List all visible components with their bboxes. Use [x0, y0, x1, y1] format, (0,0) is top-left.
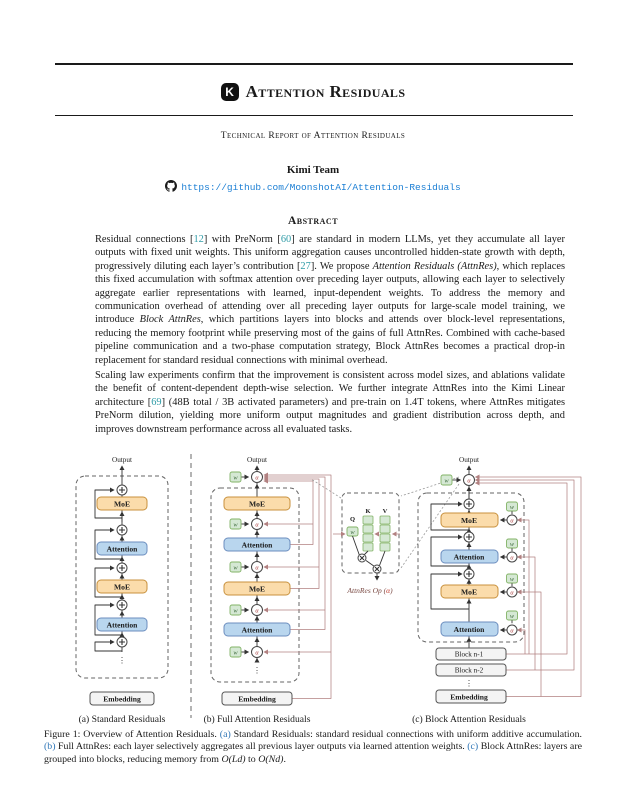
output-label: Output [112, 456, 132, 464]
abstract-heading: Abstract [287, 215, 339, 227]
attnres-op-detail [311, 477, 459, 595]
svg-text:α: α [510, 517, 514, 525]
svg-text:α: α [255, 564, 259, 572]
citation[interactable]: 27 [300, 260, 311, 272]
zoom-connector [311, 479, 341, 498]
svg-text:α: α [467, 477, 471, 485]
query-label: Q [349, 516, 356, 523]
attention-label: Attention [241, 625, 273, 635]
kimi-logo-icon: K [221, 83, 239, 101]
repo-link[interactable]: https://github.com/MoonshotAI/Attention-Residuals [181, 182, 461, 193]
abstract-body [95, 233, 565, 438]
attention-label: Attention [106, 544, 138, 554]
block-n2-label: Block n-2 [454, 666, 484, 675]
abstract-paragraph-1: Residual connections [12] with PreNorm [60] are standard in modern LLMs, yet they accumulate all layer outputs with fixed unit weights. This uniform aggregation causes uncontrolled hidden-state growth with depth, progressively diluting each layer’s contribution [27]. We propose Attention Residuals (AttnRes), which replaces this fixed accumulation with softmax attention over preceding layer outputs, allowing each layer to selectively aggregate earlier representations with learned, input-dependent weights. To address the memory and communication overhead of attending over all preceding layer outputs for large-scale model training, we introduce Block AttnRes, which partitions layers into blocks and attends over block-level representations, reducing the memory footprint while preserving most of the gains of full AttnRes. Combined with cache-based pipeline communication and a two-phase computation strategy, Block AttnRes becomes a practical drop-in replacement for standard residual connections with minimal overhead. [95, 234, 566, 366]
svg-text:w: w [444, 477, 449, 485]
panel-b-caption: (b) Full Attention Residuals [203, 714, 311, 725]
svg-text:α: α [255, 474, 259, 482]
subfigure-ref[interactable]: (a) [219, 729, 231, 740]
attention-label: Attention [453, 624, 485, 634]
paper-subtitle: Technical Report of Attention Residuals [220, 131, 406, 141]
moe-label: MoE [113, 499, 131, 509]
output-label: Output [459, 456, 479, 464]
citation[interactable]: 60 [280, 234, 292, 245]
moe-label: MoE [113, 582, 131, 592]
svg-text:w: w [233, 564, 238, 572]
panel-a-caption: (a) Standard Residuals [78, 714, 166, 725]
key-label: K [365, 508, 371, 515]
figure-1-caption: Figure 1: Overview of Attention Residuals. (a) Standard Residuals: standard residual connections with uniform additive accumulation. (b) Full AttnRes: each layer selectively aggregates all previous layer outputs via learned attention weights. (c) Block AttnRes: layers are grouped into blocks, reducing memory from O(Ld) to O(Nd). [44, 729, 583, 765]
ellipsis: ⋮ [465, 679, 473, 688]
attention-label: Attention [106, 620, 138, 630]
svg-text:w: w [233, 521, 238, 529]
citation[interactable]: 69 [151, 396, 162, 408]
svg-text:w: w [350, 528, 355, 536]
op-label: AttnRes Op (α) [347, 586, 393, 595]
attention-label: Attention [453, 552, 485, 562]
key-value-cells [363, 516, 390, 551]
svg-text:w: w [233, 607, 238, 615]
panel-standard-residuals [76, 456, 168, 725]
attention-label: Attention [241, 540, 273, 550]
github-icon [165, 180, 177, 192]
subfigure-ref[interactable]: (b) [44, 741, 56, 753]
residual-wires [431, 487, 469, 642]
svg-text:w: w [509, 540, 515, 548]
citation[interactable]: 12 [193, 234, 204, 245]
svg-text:w: w [233, 649, 238, 657]
ellipsis: ⋮ [253, 666, 261, 675]
value-label: V [382, 508, 388, 515]
figure-1 [39, 452, 587, 726]
moe-label: MoE [248, 584, 266, 594]
paper-title-row [0, 82, 626, 102]
subfigure-ref[interactable]: (c) [467, 741, 479, 753]
svg-text:w: w [233, 474, 238, 482]
embedding-label: Embedding [238, 694, 276, 704]
panel-full-attention-residuals [204, 456, 331, 725]
title-rule-top [55, 63, 573, 65]
block-n1-label: Block n-1 [454, 650, 484, 659]
svg-text:α: α [255, 607, 259, 615]
moe-label: MoE [460, 515, 478, 525]
figure-1-diagram [39, 452, 587, 726]
title-rule-bottom [55, 115, 573, 116]
svg-text:α: α [510, 554, 514, 562]
abstract-paragraph-2: Scaling law experiments confirm that the improvement is consistent across model sizes, and ablations validate the benefit of content-dependent depth-wise selection. We further integrate AttnRes into the Kimi Linear architecture [69] (48B total / 3B activated parameters) and pre-train on 1.4T tokens, where AttnRes mitigates PreNorm dilution, yielding more uniform output magnitudes and gradient distribution across depth, and improves downstream performance across all evaluated tasks. [95, 370, 565, 435]
svg-text:w: w [509, 503, 515, 511]
panel-block-attention-residuals [412, 456, 581, 725]
panel-c-caption: (c) Block Attention Residuals [412, 714, 526, 725]
svg-text:α: α [255, 521, 259, 529]
embedding-label: Embedding [103, 694, 141, 704]
svg-text:w: w [509, 575, 515, 583]
svg-text:α: α [255, 649, 259, 657]
ellipsis: ⋮ [118, 656, 126, 665]
moe-label: MoE [248, 499, 266, 509]
author-team: Kimi Team [286, 164, 340, 176]
svg-text:α: α [510, 589, 514, 597]
layer-weight-nodes [501, 502, 518, 635]
svg-text:w: w [509, 612, 515, 620]
paper-title: Attention Residuals [245, 82, 406, 101]
svg-text:α: α [510, 627, 514, 635]
repo-link-row [0, 180, 626, 193]
embedding-label: Embedding [450, 692, 488, 702]
moe-label: MoE [460, 587, 478, 597]
output-label: Output [247, 456, 267, 464]
